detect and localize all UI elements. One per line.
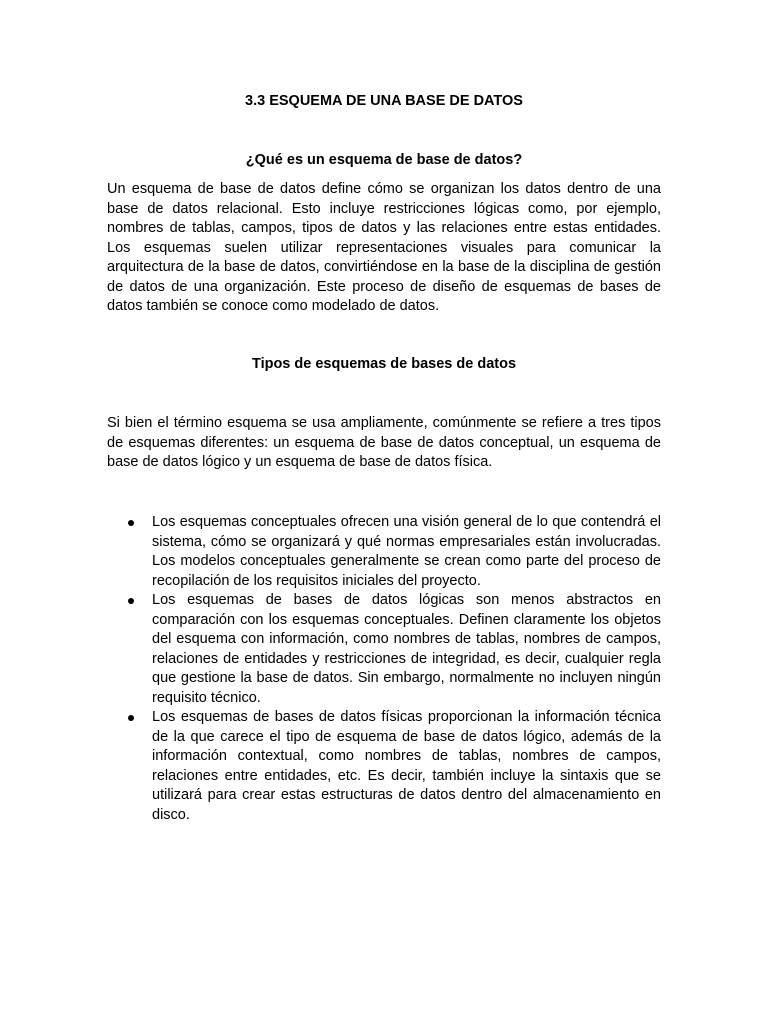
- list-item-conceptual: [107, 513, 661, 591]
- section-heading-que-es: ¿Qué es un esquema de base de datos?: [245, 152, 523, 168]
- paragraph-types-intro: Si bien el término esquema se usa ampliamente, comúnmente se refiere a tres tipos de esquemas diferentes: un esquema de base de datos conceptual, un esquema de base de datos lógico y un esquema de base de datos física.: [107, 415, 661, 470]
- schema-types-list: [107, 513, 661, 825]
- paragraph-definition: Un esquema de base de datos define cómo se organizan los datos dentro de una base de datos relacional. Esto incluye restricciones lógicas como, por ejemplo, nombres de tablas, campos, tipos de datos y las relaciones entre estas entidades. Los esquemas suelen utilizar representaciones visuales para comunicar la arquitectura de la base de datos, convirtiéndose en la base de la disciplina de gestión de datos de una organización. Este proceso de diseño de esquemas de bases de datos también se conoce como modelado de datos.: [107, 181, 661, 314]
- section-heading-tipos: Tipos de esquemas de bases de datos: [251, 356, 517, 372]
- bullet-icon: [128, 598, 134, 604]
- list-item-physical: [107, 708, 661, 825]
- bullet-icon: [128, 715, 134, 721]
- document-title: 3.3 ESQUEMA DE UNA BASE DE DATOS: [245, 93, 523, 109]
- list-item-logical: [107, 591, 661, 708]
- bullet-icon: [128, 520, 134, 526]
- list-item-text: Los esquemas conceptuales ofrecen una visión general de lo que contendrá el sistema, cómo se organizará y qué normas empresariales están involucradas. Los modelos conceptuales generalmente se crean como parte del proceso de recopilación de los requisitos iniciales del proyecto.: [152, 514, 661, 589]
- list-item-text: Los esquemas de bases de datos lógicas son menos abstractos en comparación con los esquemas conceptuales. Definen claramente los objetos del esquema con información, como nombres de tablas, nombres de campos, relaciones de entidades y restricciones de integridad, es decir, cualquier regla que gestione la base de datos. Sin embargo, normalmente no incluyen ningún requisito técnico.: [152, 592, 661, 706]
- list-item-text: Los esquemas de bases de datos físicas proporcionan la información técnica de la que carece el tipo de esquema de base de datos lógico, además de la información contextual, como nombres de tablas, nombres de campos, relaciones entre entidades, etc. Es decir, también incluye la sintaxis que se utilizará para crear estas estructuras de datos dentro del almacenamiento en disco.: [152, 709, 661, 823]
